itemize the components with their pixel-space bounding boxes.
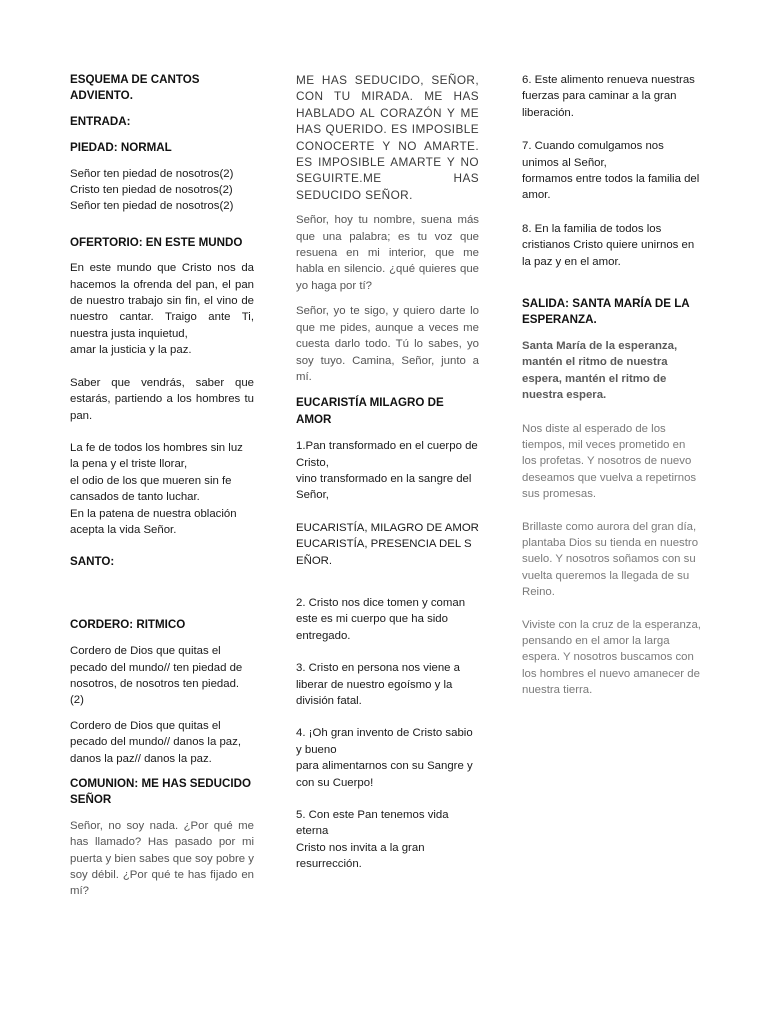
salida-heading: SALIDA: SANTA MARÍA DE LA ESPERANZA.: [522, 297, 690, 327]
comunion-verse-1: Señor, hoy tu nombre, suena más que una palabra; es tu voz que resuena en mi interior, que me habla en silencio. ¿qué quieres que yo haga por tí?: [296, 214, 479, 292]
salida-verse-2: Brillaste como aurora del gran día, plantaba Dios su tienda en nuestro suelo. Y nosotros soñamos con su vuelta queremos la llegada de su Reino.: [522, 520, 699, 599]
comunion-heading: COMUNION: ME HAS SEDUCIDO SEÑOR: [70, 777, 251, 807]
eucaristia-refrain: EUCARISTÍA, MILAGRO DE AMOR EUCARISTÍA, PRESENCIA DEL S EÑOR.: [296, 521, 479, 567]
piedad-heading: PIEDAD: NORMAL: [70, 141, 172, 155]
eucaristia-item-3: 3. Cristo en persona nos viene a liberar de nuestro egoísmo y la división fatal.: [296, 662, 460, 707]
eucaristia-item-8: 8. En la familia de todos los cristianos Cristo quiere unirnos en la paz y en el amor.: [522, 222, 695, 268]
cordero-text-2: Cordero de Dios que quitas el pecado del mundo// danos la paz, danos la paz// danos la paz.: [70, 719, 241, 765]
salida-verse-3: Viviste con la cruz de la esperanza, pensando en el amor la larga espera. Y nosotros buscamos con los hombres el nuevo amanecer de nuestra tierra.: [522, 618, 701, 697]
eucaristia-item-4: 4. ¡Oh gran invento de Cristo sabio y bueno para alimentarnos con su Sangre y con su Cuerpo!: [296, 727, 473, 789]
entrada-heading: ENTRADA:: [70, 114, 131, 128]
ofertorio-saber-text: Saber que vendrás, saber que estarás, partiendo a los hombres tu pan.: [70, 376, 254, 422]
ofertorio-text: En este mundo que Cristo nos da hacemos la ofrenda del pan, el pan de nuestro trabajo sin fin, el vino de nuestro cantar. Traigo ante Ti, nuestra justa inquietud, amar la justicia y la paz.: [70, 262, 254, 357]
column-middle: [296, 72, 479, 873]
document-title: ESQUEMA DE CANTOS ADVIENTO.: [70, 73, 200, 103]
piedad-text: Señor ten piedad de nosotros(2) Cristo ten piedad de nosotros(2) Señor ten piedad de nosotros(2): [70, 167, 234, 213]
cordero-heading: CORDERO: RITMICO: [70, 617, 186, 631]
salida-refrain: Santa María de la esperanza, mantén el ritmo de nuestra espera, mantén el ritmo de nuestra espera.: [522, 339, 678, 402]
column-right: [522, 72, 702, 699]
salida-verse-1: Nos diste al esperado de los tiempos, mil veces prometido en los profetas. Y nosotros de nuevo deseamos que vuelva a repetirnos sus promesas.: [522, 422, 697, 501]
eucaristia-heading: EUCARISTÍA MILAGRO DE AMOR: [296, 396, 444, 426]
column-left: [70, 72, 254, 900]
ofertorio-fe-text: La fe de todos los hombres sin luz la pena y el triste llorar, el odio de los que mueren sin fe cansados de tanto luchar. En la patena de nuestra oblación acepta la vida Señor.: [70, 441, 243, 536]
eucaristia-item-7: 7. Cuando comulgamos nos unimos al Señor, formamos entre todos la familia del amor.: [522, 140, 700, 202]
comunion-refrain-caps: ME HAS SEDUCIDO, SEÑOR, CON TU MIRADA. ME HAS HABLADO AL CORAZÓN Y ME HAS QUERIDO. ES IMPOSIBLE CONOCERTE Y NO AMARTE. ES IMPOSIBLE AMARTE Y NO SEGUIRTE.ME HAS SEDUCIDO SEÑOR.: [296, 73, 479, 202]
eucaristia-item-6: 6. Este alimento renueva nuestras fuerzas para caminar a la gran liberación.: [522, 74, 695, 119]
ofertorio-heading: OFERTORIO: EN ESTE MUNDO: [70, 235, 243, 249]
comunion-verse-2: Señor, yo te sigo, y quiero darte lo que me pides, aunque a veces me cuesta darlo todo. Tú lo sabes, yo soy tuyo. Camina, Señor, junto a mí.: [296, 305, 479, 383]
comunion-text: Señor, no soy nada. ¿Por qué me has llamado? Has pasado por mi puerta y bien sabes que soy pobre y soy débil. ¿Por qué te has fijado en mí?: [70, 819, 254, 898]
eucaristia-item-1: 1.Pan transformado en el cuerpo de Cristo, vino transformado en la sangre del Señor,: [296, 440, 478, 502]
eucaristia-item-5: 5. Con este Pan tenemos vida eterna Cristo nos invita a la gran resurrección.: [296, 809, 449, 871]
cordero-text-1: Cordero de Dios que quitas el pecado del mundo// ten piedad de nosotros, de nosotros ten piedad. (2): [70, 645, 243, 707]
santo-heading: SANTO:: [70, 555, 115, 569]
eucaristia-item-2: 2. Cristo nos dice tomen y coman este es mi cuerpo que ha sido entregado.: [296, 596, 466, 642]
